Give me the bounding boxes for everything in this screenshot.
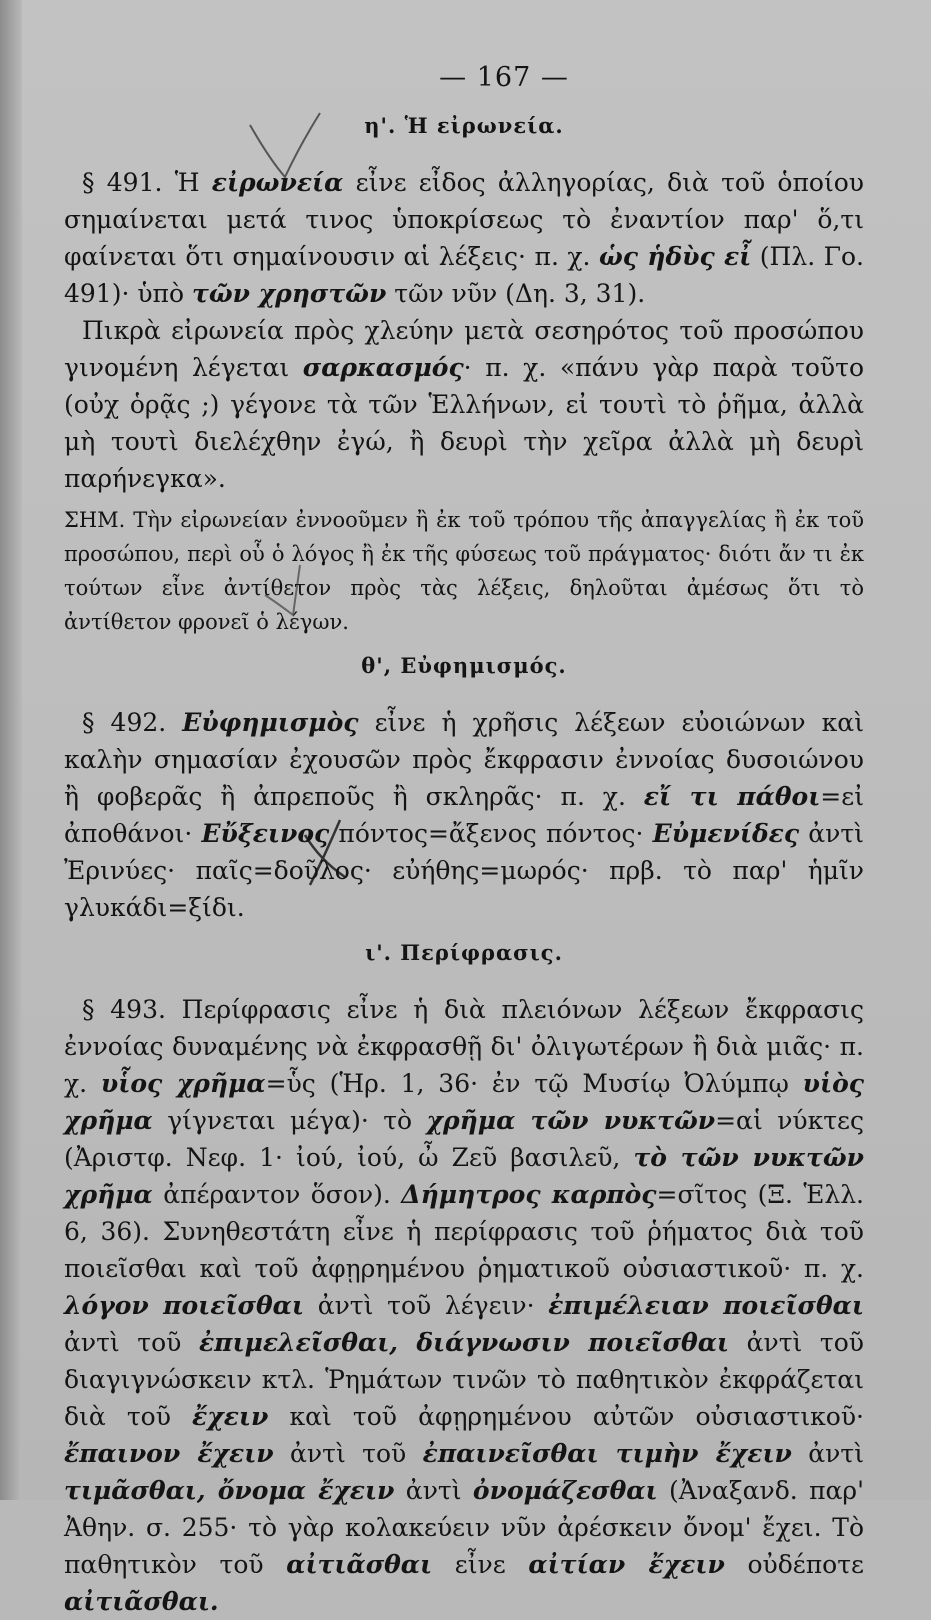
text-run: (Πλ. Γο. 491)· ὑπὸ: [64, 242, 864, 308]
text-run: =ὗς (Ἡρ. 1, 36· ἐν τῷ Μυσίῳ Ὀλύμπῳ: [265, 1069, 803, 1098]
emphasized-term: Εὔξεινος: [201, 819, 330, 848]
emphasized-term: χρῆμα τῶν νυκτῶν: [426, 1106, 716, 1135]
emphasized-term: ἔχειν: [192, 1402, 269, 1431]
emphasized-term: Εὐμενίδες: [652, 819, 800, 848]
text-run: =εἰ ἀποθάνοι·: [64, 782, 864, 848]
emphasized-term: τῶν χρηστῶν: [192, 279, 387, 308]
text-run: ἀντὶ τοῦ: [64, 1328, 199, 1357]
emphasized-term: υἱὸς χρῆμα: [64, 1069, 864, 1135]
section-heading: ι'. Περίφρασις.: [365, 940, 563, 965]
text-run: τῶν νῦν (Δη. 3, 31).: [386, 279, 646, 308]
body-paragraph: [64, 991, 864, 1620]
section-heading: η'. Ἡ εἰρωνεία.: [364, 113, 564, 138]
text-run: § 493. Περίφρασις εἶνε ἡ διὰ πλειόνων λέξεων ἔκφρασις ἐννοίας δυναμένης νὰ ἐκφρασθῇ δι' ὀλιγωτέρων ἢ διὰ μιᾶς· π. χ.: [64, 995, 864, 1098]
emphasized-term: ἔπαινον ἔχειν: [64, 1439, 274, 1468]
text-run: Πικρὰ εἰρωνεία πρὸς χλεύην μετὰ σεσηρότος τοῦ προσώπου γινομένη λέγεται: [64, 316, 864, 382]
page-content: [64, 62, 864, 1620]
text-run: § 491. Ἡ: [82, 168, 212, 197]
emphasized-term: ὀνομάζεσθαι: [472, 1476, 658, 1505]
emphasized-term: τιμᾶσθαι, ὄνομα ἔχειν: [64, 1476, 395, 1505]
sections-container: [64, 113, 864, 1620]
body-paragraph: [64, 704, 864, 926]
emphasized-term: αἰτίαν ἔχειν: [528, 1550, 725, 1579]
text-run: =αἱ νύκτες (Ἀριστφ. Νεφ. 1· ἰού, ἰού, ὦ Ζεῦ βασιλεῦ,: [64, 1106, 864, 1172]
text-run: εἶνε: [432, 1550, 529, 1579]
emphasized-term: υἷος χρῆμα: [100, 1069, 266, 1098]
emphasized-term: ὡς ἡδὺς εἶ: [599, 242, 752, 271]
text-run: ΣΗΜ. Τὴν εἰρωνείαν ἐννοοῦμεν ἢ ἐκ τοῦ τρόπου τῆς ἀπαγγελίας ἢ ἐκ τοῦ προσώπου, περὶ οὗ ὁ λόγος ἢ ἐκ τῆς φύσεως τοῦ πράγματος· διότι ἄν τι ἐκ τούτων εἶνε ἀντίθετον πρὸς τὰς λέξεις, δηλοῦται ἀμέσως ὅτι τὸ ἀντίθετον φρονεῖ ὁ λέγων.: [64, 508, 864, 634]
body-paragraph: [64, 312, 864, 497]
emphasized-term: Εὐφημισμὸς: [182, 708, 359, 737]
text-run: ἀντὶ: [791, 1439, 865, 1468]
emphasized-term: αἰτιᾶσθαι.: [64, 1587, 219, 1616]
emphasized-term: ἐπιμελεῖσθαι, διάγνωσιν ποιεῖσθαι: [198, 1328, 730, 1357]
text-run: ἀντὶ τοῦ: [273, 1439, 423, 1468]
text-run: · π. χ. «πάνυ γὰρ παρὰ τοῦτο (οὐχ ὁρᾷς ;) γέγονε τὰ τῶν Ἑλλήνων, εἰ τουτὶ τὸ ῥῆμα, ἀλλὰ μὴ τουτὶ διελέχθην ἐγώ, ἢ δευρὶ τὴν χεῖρα ἀλλὰ μὴ δευρὶ παρήνεγκα».: [64, 353, 865, 493]
emphasized-term: εἴ τι πάθοι: [643, 782, 821, 811]
text-run: § 492.: [82, 708, 183, 737]
page-number: — 167 —: [439, 62, 569, 93]
page-edge-shadow: [0, 0, 22, 1500]
emphasized-term: λόγον ποιεῖσθαι: [64, 1291, 304, 1320]
note-paragraph: [64, 503, 864, 639]
text-run: ἀντὶ: [394, 1476, 473, 1505]
text-run: γίγνεται μέγα)· τὸ: [152, 1106, 427, 1135]
text-run: ἀντὶ τοῦ διαγιγνώσκειν κτλ. Ῥημάτων τινῶν τὸ παθητικὸν ἐκφράζεται διὰ τοῦ: [64, 1328, 864, 1431]
text-run: εἶνε ἡ χρῆσις λέξεων εὐοιώνων καὶ καλὴν σημασίαν ἐχουσῶν πρὸς ἔκφρασιν ἐννοίας δυσοιώνου ἢ φοβερᾶς ἢ ἀπρεποῦς ἢ σκληρᾶς· π. χ.: [64, 708, 864, 811]
emphasized-term: ἐπαινεῖσθαι τιμὴν ἔχειν: [422, 1439, 792, 1468]
text-run: καὶ τοῦ ἀφῃρημένου αὐτῶν οὐσιαστικοῦ·: [268, 1402, 864, 1431]
text-run: ἀντὶ τοῦ λέγειν·: [304, 1291, 549, 1320]
text-run: οὐδέποτε: [724, 1550, 864, 1579]
text-run: πόντος=ἄξενος πόντος·: [329, 819, 653, 848]
emphasized-term: αἰτιᾶσθαι: [286, 1550, 433, 1579]
text-run: εἶνε εἶδος ἀλληγορίας, διὰ τοῦ ὁποίου σημαίνεται μετά τινος ὑποκρίσεως τὸ ἐναντίον παρ' ὅ,τι φαίνεται ὅτι σημαίνουσιν αἱ λέξεις· π. χ.: [64, 168, 864, 271]
body-paragraph: [64, 164, 864, 312]
text-run: (Ἀναξανδ. παρ' Ἀθην. σ. 255· τὸ γὰρ κολακεύειν νῦν ἀρέσκειν ὄνομ' ἔχει. Τὸ παθητικὸν τοῦ: [64, 1476, 865, 1579]
text-run: =σῖτος (Ξ. Ἑλλ. 6, 36). Συνηθεστάτη εἶνε ἡ περίφρασις τοῦ ῥήματος διὰ τοῦ ποιεῖσθαι καὶ τοῦ ἀφῃρημένου ῥηματικοῦ οὐσιαστικοῦ· π. χ.: [64, 1180, 864, 1283]
text-run: ἀντὶ Ἐρινύες· παῖς=δοῦλος· εὐήθης=μωρός· πρβ. τὸ παρ' ἡμῖν γλυκάδι=ξίδι.: [64, 819, 864, 922]
emphasized-term: Δήμητρος καρπὸς: [401, 1180, 657, 1209]
text-run: ἀπέραντον ὅσον).: [152, 1180, 402, 1209]
emphasized-term: σαρκασμός: [302, 353, 464, 382]
emphasized-term: τὸ τῶν νυκτῶν χρῆμα: [64, 1143, 865, 1209]
emphasized-term: εἰρωνεία: [211, 168, 344, 197]
emphasized-term: ἐπιμέλειαν ποιεῖσθαι: [548, 1291, 864, 1320]
section-heading: θ', Εὐφημισμός.: [361, 653, 567, 678]
